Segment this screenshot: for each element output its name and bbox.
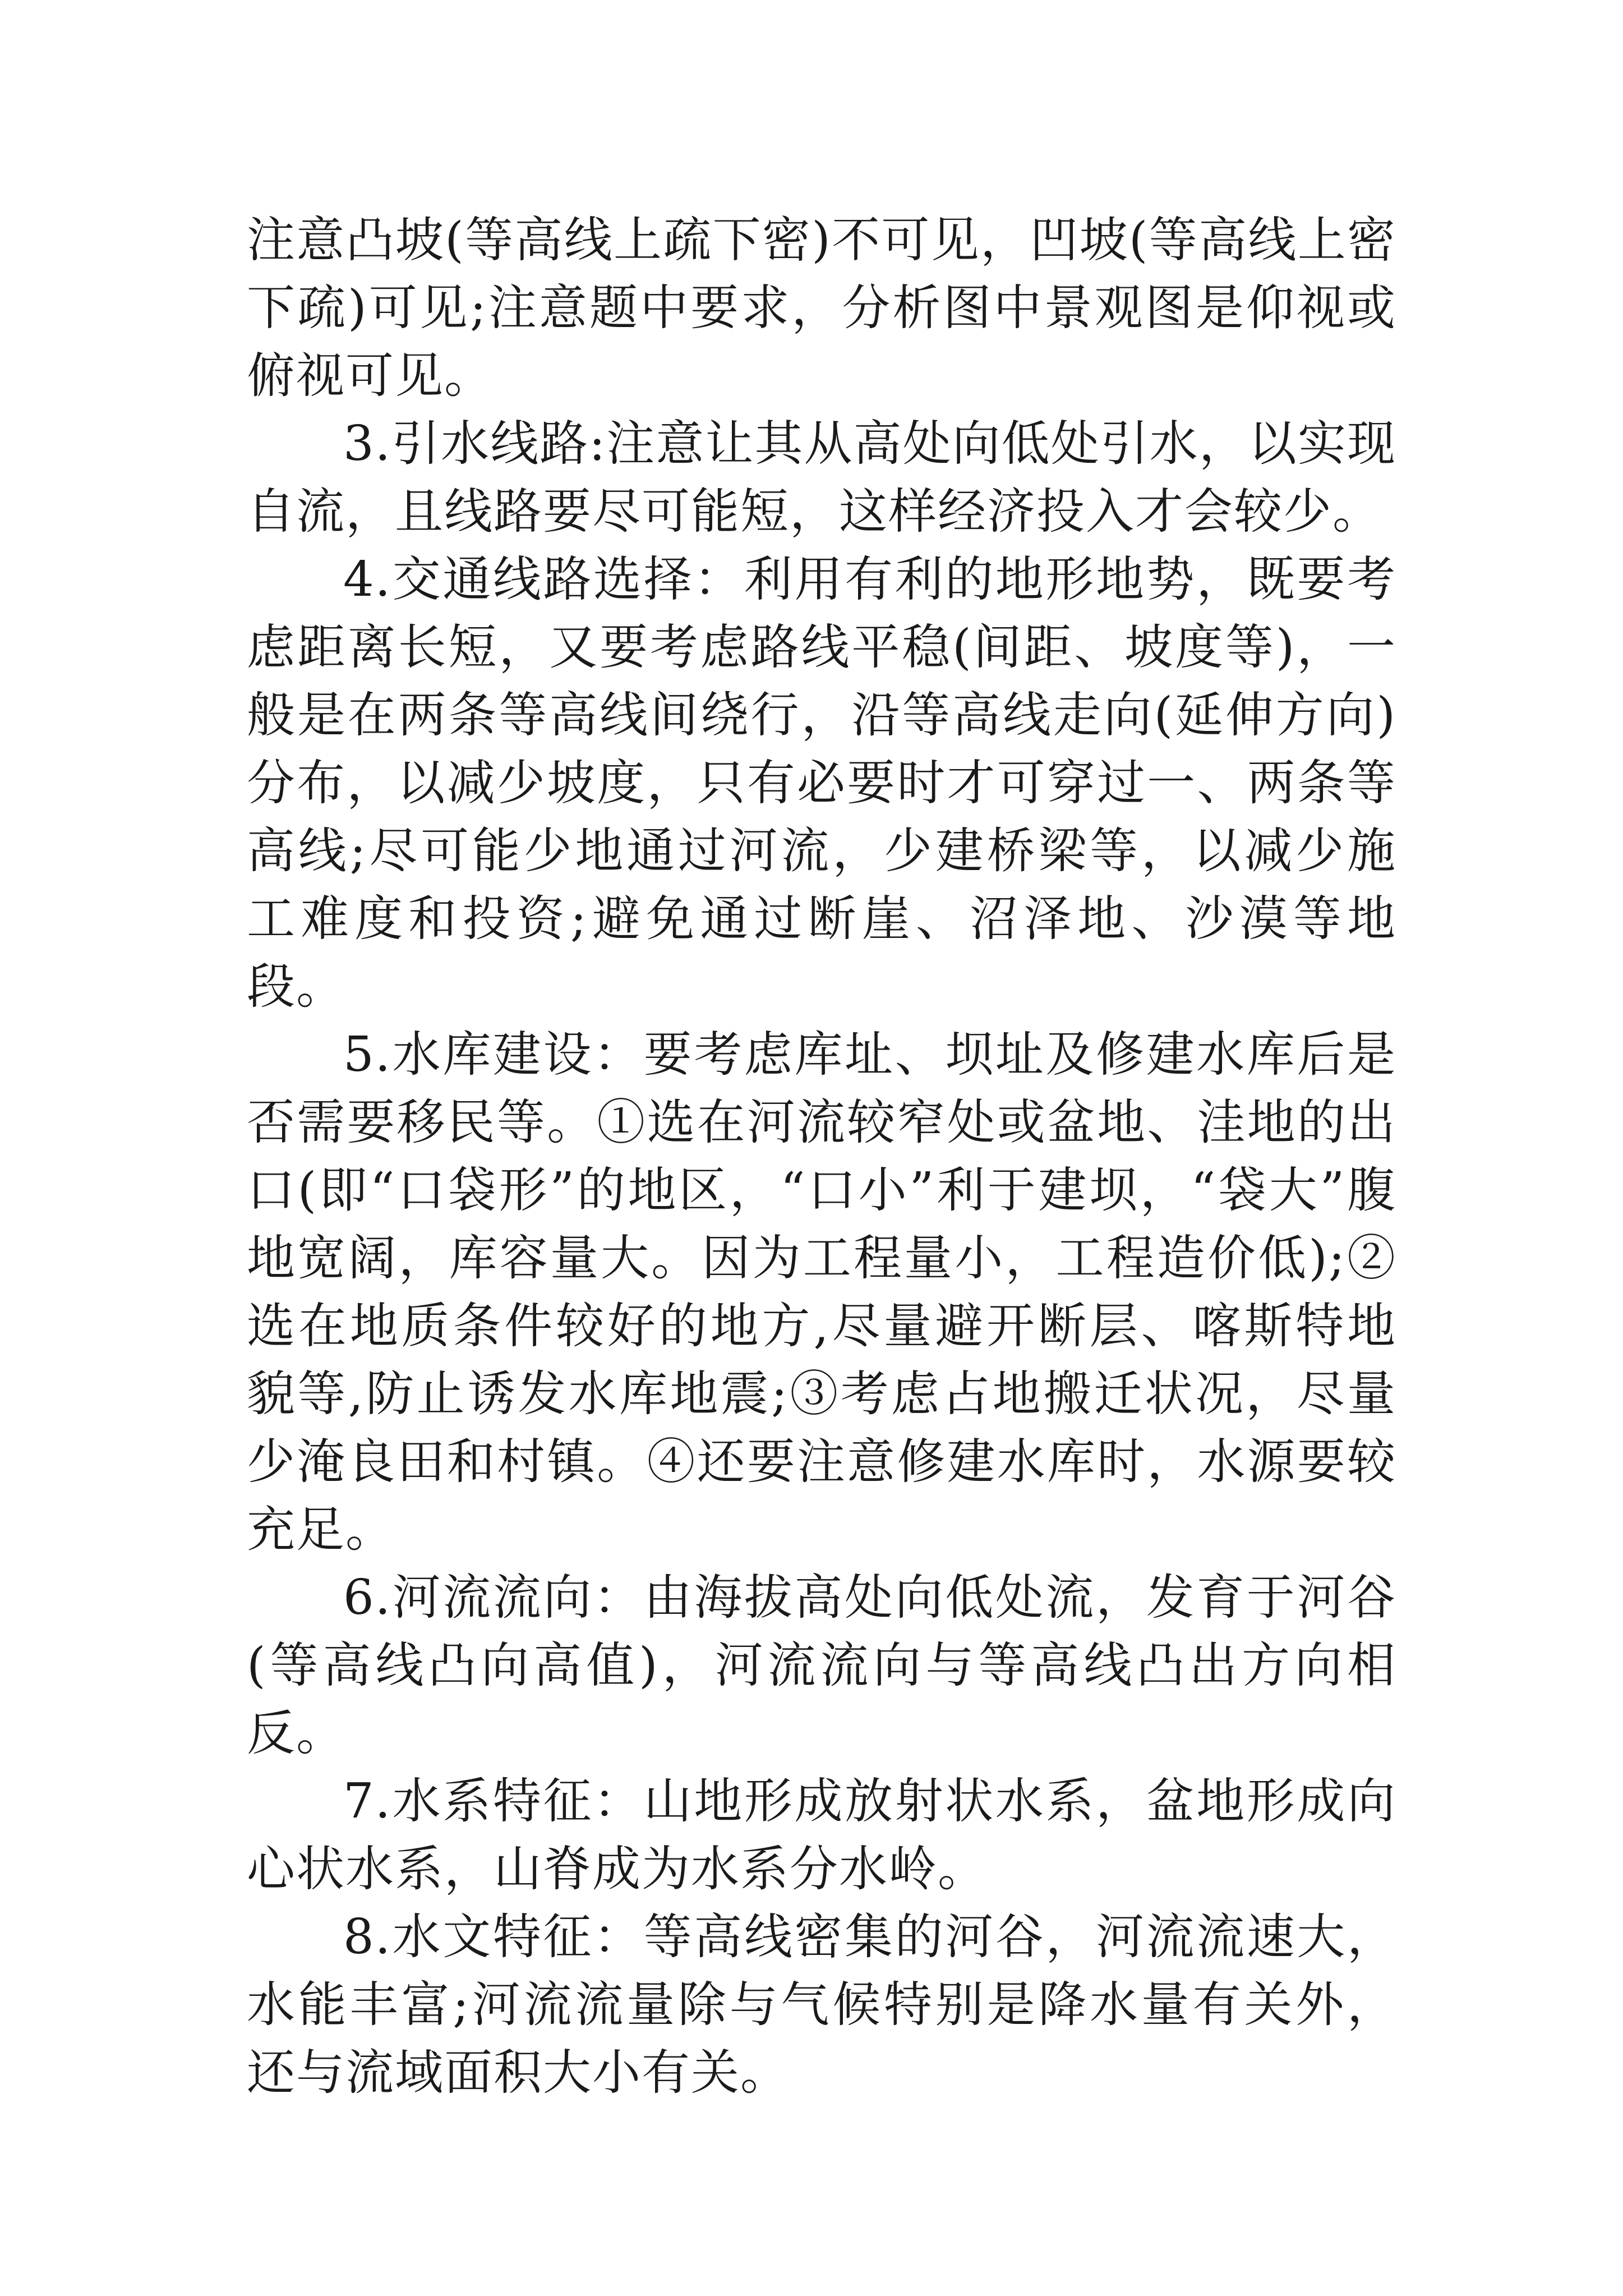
- paragraph-drainage-pattern: 7.水系特征：山地形成放射状水系，盆地形成向心状水系，山脊成为水系分水岭。: [247, 1773, 1396, 1897]
- paragraph-traffic-route: 4.交通线路选择：利用有利的地形地势，既要考虑距离长短，又要考虑路线平稳(间距、坡度等)，一般是在两条等高线间绕行，沿等高线走向(延伸方向)分布，以减少坡度，只有必要时才可穿过一、两条等高线;尽可能少地通过河流，少建桥梁等，以减少施工难度和投资;避免通过断崖、沼泽地、沙漠等地段。: [247, 551, 1396, 1015]
- paragraph-river-flow: 6.河流流向：由海拔高处向低处流，发育于河谷(等高线凸向高值)，河流流向与等高线凸出方向相反。: [247, 1570, 1396, 1761]
- document-body: [247, 206, 1396, 2107]
- paragraph-water-diversion: 3.引水线路:注意让其从高处向低处引水，以实现自流，且线路要尽可能短，这样经济投入才会较少。: [247, 416, 1396, 540]
- paragraph-reservoir: 5.水库建设：要考虑库址、坝址及修建水库后是否需要移民等。①选在河流较窄处或盆地、洼地的出口(即“口袋形”的地区，“口小”利于建坝，“袋大”腹地宽阔，库容量大。因为工程量小，工程造价低);②选在地质条件较好的地方,尽量避开断层、喀斯特地貌等,防止诱发水库地震;③考虑占地搬迁状况，尽量少淹良田和村镇。④还要注意修建水库时，水源要较充足。: [247, 1027, 1396, 1558]
- paragraph-slope-visibility: 注意凸坡(等高线上疏下密)不可见，凹坡(等高线上密下疏)可见;注意题中要求，分析图中景观图是仰视或俯视可见。: [247, 212, 1396, 404]
- paragraph-hydrology: 8.水文特征：等高线密集的河谷，河流流速大，水能丰富;河流流量除与气候特别是降水量有关外，还与流域面积大小有关。: [247, 1909, 1396, 2101]
